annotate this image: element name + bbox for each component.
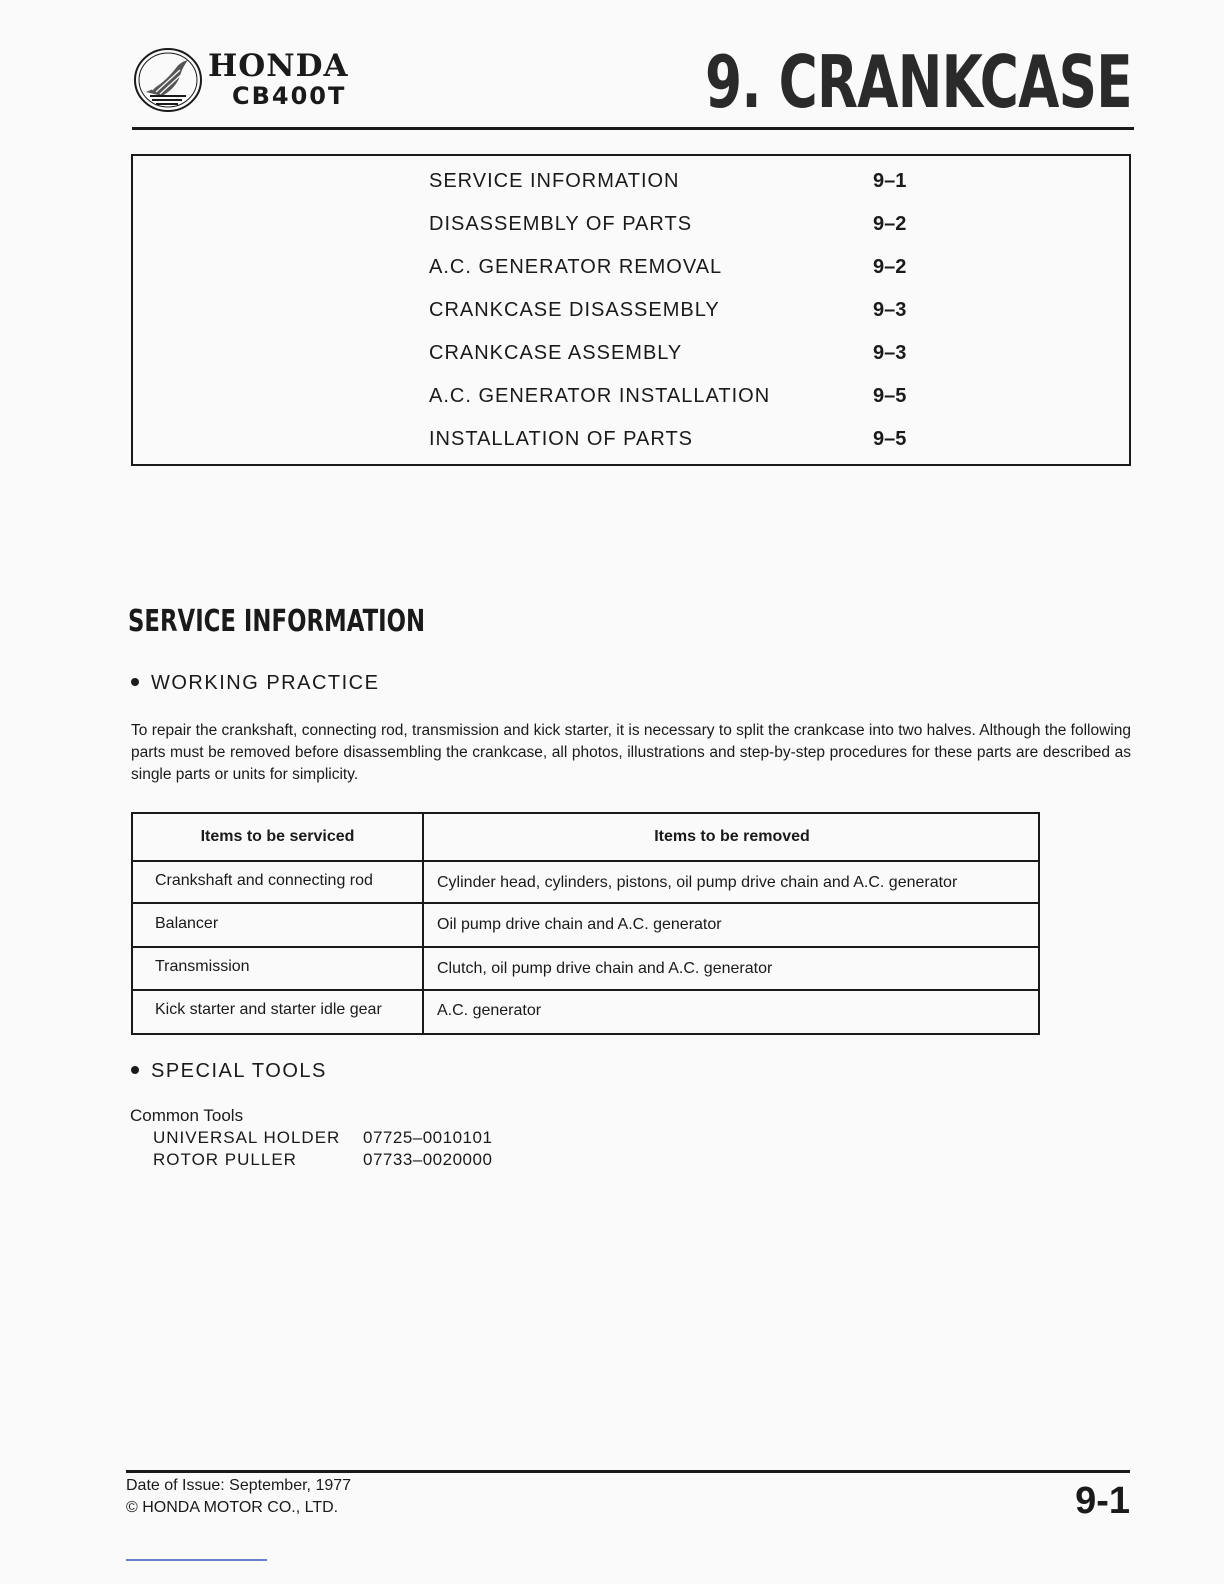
working-practice-label: WORKING PRACTICE — [151, 672, 380, 694]
header-rule — [132, 127, 1134, 130]
toc-entry[interactable] — [429, 213, 949, 243]
table-header-serviced: Items to be serviced — [200, 828, 355, 845]
table-cell-serviced: Crankshaft and connecting rod — [155, 872, 373, 889]
section-heading: SERVICE INFORMATION — [128, 604, 426, 639]
parts-table — [131, 812, 1040, 1035]
toc-entry-page: 9–5 — [873, 385, 907, 407]
table-cell-removed: Oil pump drive chain and A.C. generator — [437, 916, 722, 933]
table-cell-serviced: Balancer — [155, 915, 219, 932]
toc-entry[interactable] — [429, 342, 949, 372]
copyright: © HONDA MOTOR CO., LTD. — [126, 1499, 339, 1516]
tool-name: UNIVERSAL HOLDER — [153, 1128, 341, 1147]
table-cell-serviced: Transmission — [155, 958, 250, 975]
intro-paragraph: To repair the crankshaft, connecting rod, transmission and kick starter, it is necessary to split the crankcase into two halves. Although the following parts must be removed before disassembling the crankcase, all photos, illustrations and step-by-step procedures for these parts are described as single parts or units for simplicity. — [131, 722, 1131, 783]
tool-name: ROTOR PULLER — [153, 1150, 297, 1169]
toc-entry-label: A.C. GENERATOR INSTALLATION — [429, 385, 771, 407]
toc-entry-page: 9–5 — [873, 428, 907, 450]
table-header-removed: Items to be removed — [654, 828, 810, 845]
special-tools-label: SPECIAL TOOLS — [151, 1060, 327, 1082]
tool-part-number: 07725–0010101 — [363, 1128, 493, 1147]
toc-entry-label: A.C. GENERATOR REMOVAL — [429, 256, 723, 278]
bottom-rule — [126, 1559, 267, 1561]
footer-rule — [126, 1470, 1130, 1473]
table-cell-removed: Cylinder head, cylinders, pistons, oil pump drive chain and A.C. generator — [437, 874, 958, 891]
tools-group-label: Common Tools — [130, 1106, 244, 1125]
row-divider — [133, 860, 1038, 862]
toc-entry-label: CRANKCASE DISASSEMBLY — [429, 299, 720, 321]
issue-date: Date of Issue: September, 1977 — [126, 1477, 352, 1494]
toc-entry[interactable] — [429, 170, 949, 200]
tool-part-number: 07733–0020000 — [363, 1150, 493, 1169]
working-practice-heading — [131, 672, 379, 695]
honda-logo — [132, 46, 402, 118]
toc-entry-label: DISASSEMBLY OF PARTS — [429, 213, 693, 235]
table-cell-removed: A.C. generator — [437, 1002, 542, 1019]
row-divider — [133, 946, 1038, 948]
chapter-title: 9. CRANKCASE — [705, 40, 1132, 124]
toc-entry[interactable] — [429, 428, 949, 458]
toc-entry-page: 9–3 — [873, 299, 907, 321]
model-name: CB400T — [232, 82, 347, 110]
page-number: 9-1 — [1075, 1480, 1130, 1522]
row-divider — [133, 902, 1038, 904]
toc-entry-label: INSTALLATION OF PARTS — [429, 428, 694, 450]
toc-entry-page: 9–2 — [873, 256, 907, 278]
table-of-contents — [131, 154, 1131, 466]
toc-entry-label: CRANKCASE ASSEMBLY — [429, 342, 683, 364]
toc-entry-page: 9–1 — [873, 170, 907, 192]
column-divider — [422, 814, 424, 1033]
table-cell-removed: Clutch, oil pump drive chain and A.C. generator — [437, 960, 773, 977]
toc-entry-page: 9–2 — [873, 213, 907, 235]
table-cell-serviced: Kick starter and starter idle gear — [155, 1001, 382, 1018]
bullet-icon — [131, 1066, 139, 1074]
bullet-icon — [131, 678, 139, 686]
toc-entry-page: 9–3 — [873, 342, 907, 364]
toc-entry[interactable] — [429, 256, 949, 286]
row-divider — [133, 989, 1038, 991]
special-tools-heading — [131, 1060, 327, 1083]
toc-entry[interactable] — [429, 299, 949, 329]
toc-entry[interactable] — [429, 385, 949, 415]
honda-wing-logo-icon — [132, 46, 204, 114]
toc-entry-label: SERVICE INFORMATION — [429, 170, 680, 192]
brand-name: HONDA — [208, 48, 349, 84]
